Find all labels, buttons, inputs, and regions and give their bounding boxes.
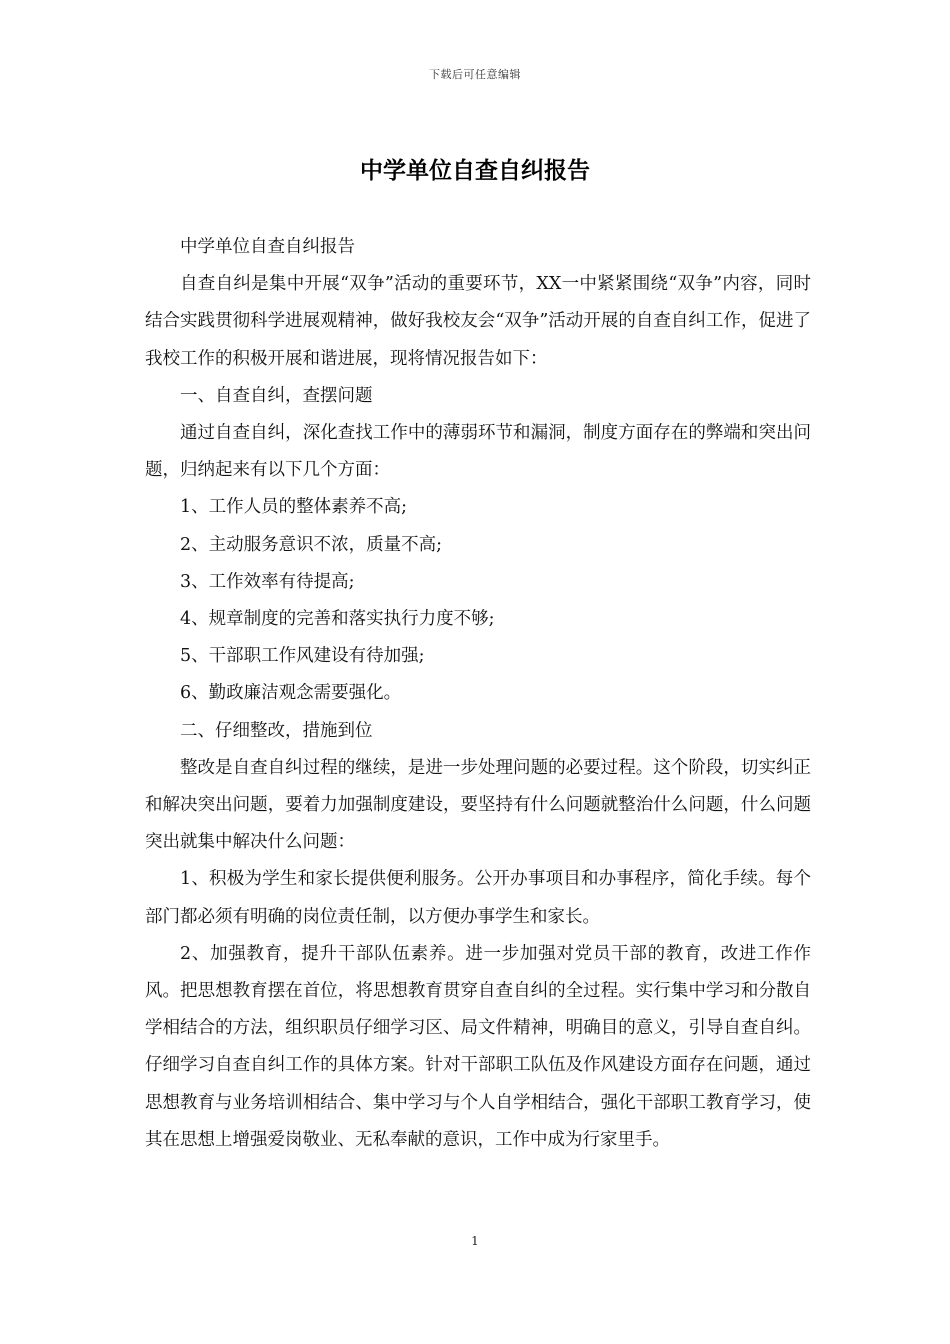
paragraph-section-2: 整改是自查自纠过程的继续，是进一步处理问题的必要过程。这个阶段，切实纠正和解决突出问题，要着力加强制度建设，要坚持有什么问题就整治什么问题，什么问题突出就集中解决什么问题： xyxy=(145,757,811,853)
list-item-2: 2、主动服务意识不浓，质量不高; xyxy=(180,534,443,555)
measure-item-2: 2、加强教育，提升干部队伍素养。进一步加强对党员干部的教育，改进工作作风。把思想教育摆在首位，将思想教育贯穿自查自纠的全过程。实行集中学习和分散自学相结合的方法，组织职员仔细学习区、局文件精神，明确目的意义，引导自查自纠。仔细学习自查自纠工作的具体方案。针对干部职工队伍及作风建设方面存在问题，通过思想教育与业务培训相结合、集中学习与个人自学相结合，强化干部职工教育学习，使其在思想上增强爱岗敬业、无私奉献的意识，工作中成为行家里手。 xyxy=(145,943,811,1150)
document-title: 中学单位自查自纠报告 xyxy=(360,158,590,184)
paragraph-subtitle: 中学单位自查自纠报告 xyxy=(180,237,355,257)
measure-item-1: 1、积极为学生和家长提供便利服务。公开办事项目和办事程序，简化手续。每个部门都必须有明确的岗位责任制，以方便办事学生和家长。 xyxy=(145,869,811,927)
list-item-5: 5、干部职工作风建设有待加强; xyxy=(180,646,425,667)
header-note: 下载后可任意编辑 xyxy=(429,68,521,81)
list-item-1: 1、工作人员的整体素养不高; xyxy=(180,497,408,518)
section-heading-1: 一、自查自纠，查摆问题 xyxy=(180,385,373,406)
paragraph-intro: 自查自纠是集中开展“双争”活动的重要环节，XX一中紧紧围绕“双争”内容，同时结合实践贯彻科学进展观精神，做好我校友会“双争”活动开展的自查自纠工作，促进了我校工作的积极开展和谐进展，现将情况报告如下： xyxy=(145,274,811,369)
section-heading-2: 二、仔细整改，措施到位 xyxy=(180,720,373,741)
list-item-6: 6、勤政廉洁观念需要强化。 xyxy=(180,683,402,704)
document-body xyxy=(145,229,811,1159)
paragraph-section-1: 通过自查自纠，深化查找工作中的薄弱环节和漏洞，制度方面存在的弊端和突出问题，归纳起来有以下几个方面： xyxy=(145,423,811,481)
list-item-3: 3、工作效率有待提高; xyxy=(180,571,355,592)
list-item-4: 4、规章制度的完善和落实执行力度不够; xyxy=(180,609,495,630)
page-number: 1 xyxy=(471,1234,479,1248)
